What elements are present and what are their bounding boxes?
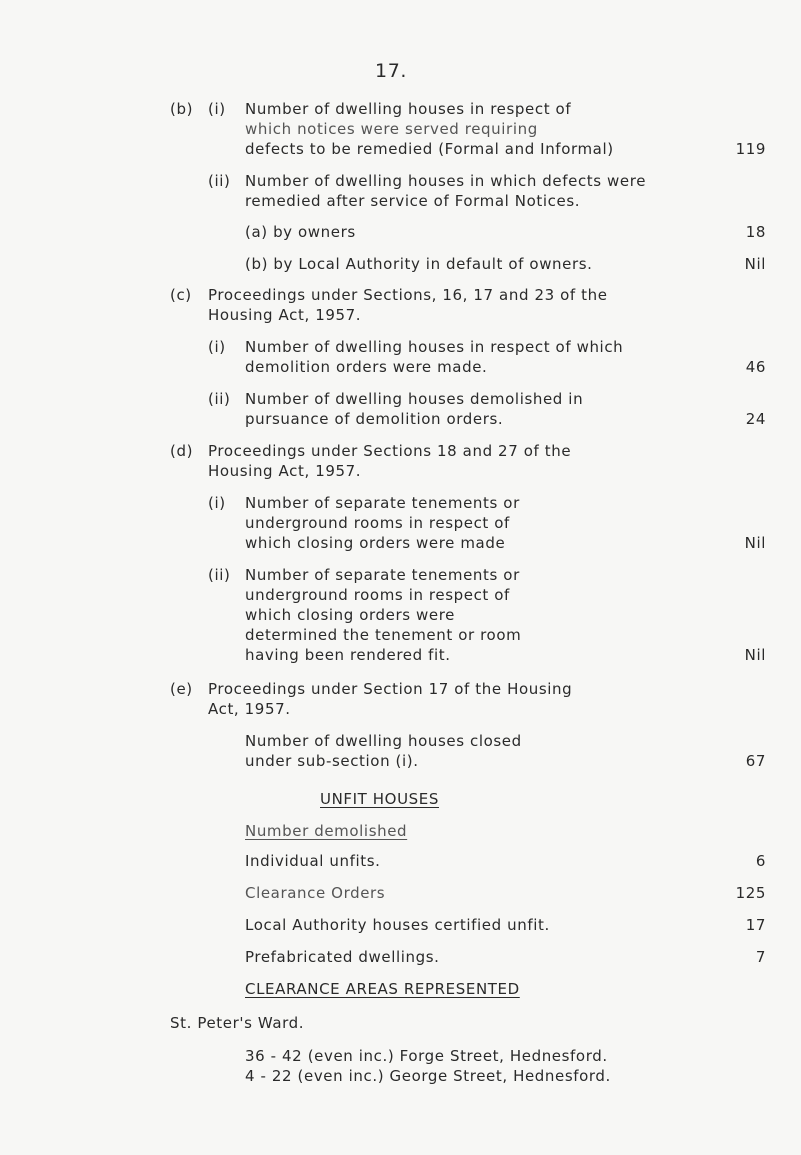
unfit-row-label: Individual unfits. xyxy=(245,852,381,870)
section-e-line: Number of dwelling houses closed xyxy=(245,732,522,750)
section-b-i-value: 119 xyxy=(735,140,766,158)
section-b-i-line: Number of dwelling houses in respect of xyxy=(245,100,572,118)
section-d-i-line: Number of separate tenements or xyxy=(245,494,520,512)
section-d-ii-value: Nil xyxy=(744,646,766,664)
unfit-houses-subtitle: Number demolished xyxy=(245,822,408,840)
section-d-marker: (d) xyxy=(170,442,194,460)
section-b-marker: (b) xyxy=(170,100,194,118)
section-d-i-line: which closing orders were made xyxy=(245,534,506,552)
section-e-line: under sub-section (i). xyxy=(245,752,419,770)
section-b-ii-line: remedied after service of Formal Notices. xyxy=(245,192,581,210)
section-c-ii-line: pursuance of demolition orders. xyxy=(245,410,504,428)
section-e-heading: Act, 1957. xyxy=(208,700,291,718)
unfit-row-value: 6 xyxy=(755,852,766,870)
section-d-ii-line: underground rooms in respect of xyxy=(245,586,510,604)
section-c-ii-value: 24 xyxy=(745,410,766,428)
section-c-heading: Proceedings under Sections, 16, 17 and 23 of the xyxy=(208,286,608,304)
page-number: 17. xyxy=(375,60,408,82)
section-b-i-line: defects to be remedied (Formal and Informal) xyxy=(245,140,614,158)
section-d-i-value: Nil xyxy=(744,534,766,552)
section-c-marker: (c) xyxy=(170,286,192,304)
section-d-ii-marker: (ii) xyxy=(208,566,231,584)
section-c-ii-line: Number of dwelling houses demolished in xyxy=(245,390,584,408)
section-b-ii-b-value: Nil xyxy=(744,255,766,273)
section-c-ii-marker: (ii) xyxy=(208,390,231,408)
section-d-i-marker: (i) xyxy=(208,494,226,512)
unfit-houses-title: UNFIT HOUSES xyxy=(320,790,439,808)
section-d-ii-line: determined the tenement or room xyxy=(245,626,522,644)
section-e-marker: (e) xyxy=(170,680,193,698)
section-b-ii-a-value: 18 xyxy=(745,223,766,241)
clearance-entry: 4 - 22 (even inc.) George Street, Hednesford. xyxy=(245,1067,611,1085)
clearance-ward: St. Peter's Ward. xyxy=(170,1014,305,1032)
section-d-ii-line: having been rendered fit. xyxy=(245,646,451,664)
section-b-ii-line: Number of dwelling houses in which defects were xyxy=(245,172,647,190)
unfit-row-value: 125 xyxy=(735,884,766,902)
section-c-i-value: 46 xyxy=(745,358,766,376)
unfit-row-label: Clearance Orders xyxy=(245,884,386,902)
section-d-i-line: underground rooms in respect of xyxy=(245,514,510,532)
unfit-row-label: Prefabricated dwellings. xyxy=(245,948,440,966)
section-b-i-marker: (i) xyxy=(208,100,226,118)
clearance-areas-title: CLEARANCE AREAS REPRESENTED xyxy=(245,980,520,998)
section-b-ii-a-label: (a) by owners xyxy=(245,223,356,241)
unfit-row-value: 17 xyxy=(745,916,766,934)
section-e-value: 67 xyxy=(745,752,766,770)
section-c-i-marker: (i) xyxy=(208,338,226,356)
section-d-ii-line: Number of separate tenements or xyxy=(245,566,520,584)
section-c-heading: Housing Act, 1957. xyxy=(208,306,362,324)
section-c-i-line: demolition orders were made. xyxy=(245,358,488,376)
section-d-ii-line: which closing orders were xyxy=(245,606,455,624)
unfit-row-label: Local Authority houses certified unfit. xyxy=(245,916,550,934)
section-b-ii-marker: (ii) xyxy=(208,172,231,190)
section-c-i-line: Number of dwelling houses in respect of which xyxy=(245,338,624,356)
clearance-entry: 36 - 42 (even inc.) Forge Street, Hednesford. xyxy=(245,1047,608,1065)
section-e-heading: Proceedings under Section 17 of the Housing xyxy=(208,680,573,698)
section-d-heading: Housing Act, 1957. xyxy=(208,462,362,480)
section-b-ii-b-label: (b) by Local Authority in default of owners. xyxy=(245,255,593,273)
section-d-heading: Proceedings under Sections 18 and 27 of the xyxy=(208,442,572,460)
unfit-row-value: 7 xyxy=(755,948,766,966)
section-b-i-line: which notices were served requiring xyxy=(245,120,538,138)
